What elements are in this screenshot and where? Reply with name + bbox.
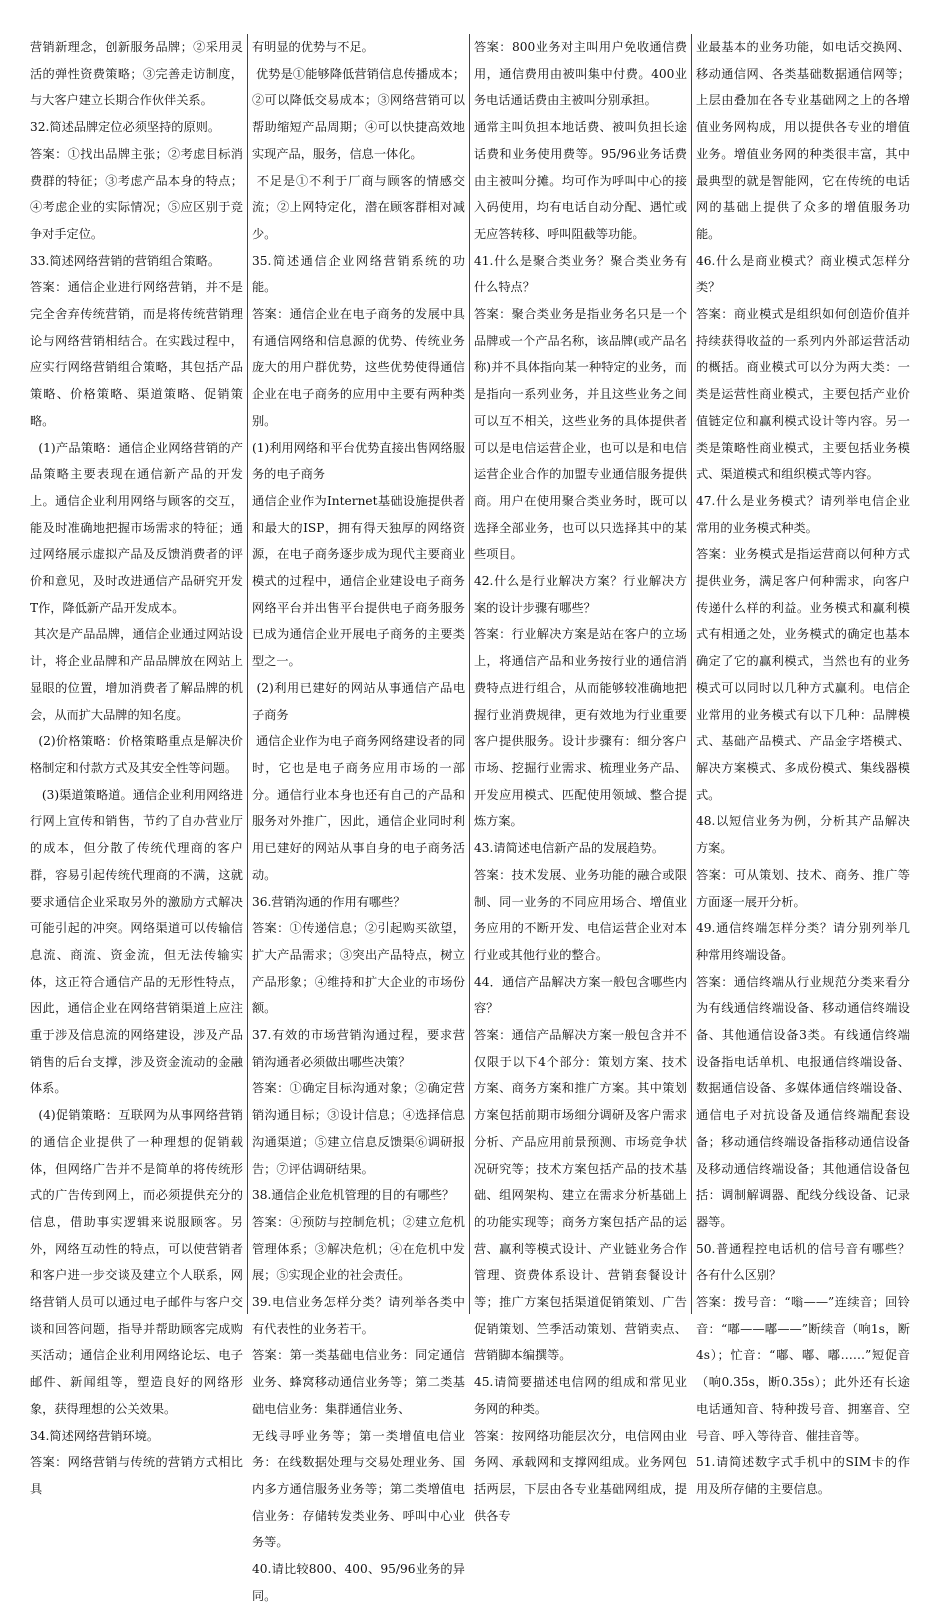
text-paragraph: 优势是①能够降低营销信息传播成本；②可以降低交易成本；③网络营销可以帮助缩短产品周期；④可以快捷高效地实现产品，服务，信息一体化。 bbox=[252, 66, 466, 161]
text-paragraph: 答案：通信产品解决方案一般包含并不仅限于以下4个部分：策划方案、技术方案、商务方案和推广方案。其中策划方案包括前期市场细分调研及客户需求分析、产品应用前景预测、市场竞争状况研究等；技术方案包括产品的技术基础、组网架构、建立在需求分析基础上的功能实现等；商务方案包括产品的运营、赢利等模式设计、产业链业务合作管理、资费体系设计、营销套餐设计等；推广方案包括渠道促销策划、广告促销策划、竺季活动策划、营销卖点、营销脚本编撰等。 bbox=[474, 1028, 687, 1363]
text-paragraph: 答案：可从策划、技术、商务、推广等方面逐一展开分析。 bbox=[696, 867, 910, 909]
text-paragraph: 41.什么是聚合类业务？聚合类业务有什么特点？ bbox=[474, 253, 687, 295]
text-paragraph: 答案：①传递信息；②引起购买欲望，扩大产品需求；③突出产品特点，树立产品形象；④维持和扩大企业的市场份额。 bbox=[252, 921, 465, 1016]
text-paragraph: (1)利用网络和平台优势直接出售网络服务的电子商务 bbox=[252, 440, 465, 482]
text-paragraph: 答案：商业模式是组织如何创造价值并持续获得收益的一系列内外部运营活动的概括。商业模式可以分为两大类：一类是运营性商业模式，主要包括产业价值链定位和赢利模式设计等内容。另一类是策略性商业模式，主要包括业务模式、渠道模式和组织模式等内容。 bbox=[696, 307, 910, 482]
text-paragraph: 答案：①确定目标沟通对象；②确定营销沟通目标；③设计信息；④选择信息沟通渠道；⑤建立信息反馈渠⑥调研报告；⑦评估调研结果。 bbox=[252, 1081, 465, 1176]
text-paragraph: 36.营销沟通的作用有哪些？ bbox=[252, 894, 406, 909]
text-paragraph: (1)产品策略：通信企业网络营销的产品策略主要表现在通信新产品的开发上。通信企业利用网络与顾客的交互，能及时准确地把握市场需求的特征；通过网络展示虚拟产品及反馈消费者的评价和意见，及时改进通信产品研究开发T作，降低新产品开发成本。 bbox=[30, 440, 243, 615]
text-paragraph: (4)促销策略：互联网为从事网络营销的通信企业提供了一种理想的促销载体，但网络广告并不是简单的将传统形式的广告传到网上，而必须提供充分的信息，借助事实逻辑来说服顾客。另外，网络互动性的特点，可以使营销者和客户进一步交谈及建立个人联系，网络营销人员可以通过电子邮件与客户交谈和回答问题，指导并帮助顾客完成购买活动；通信企业利用网络论坛、电子邮件、新闻组等，塑造良好的网络形象，获得理想的公关效果。 bbox=[30, 1108, 243, 1416]
text-paragraph: 44．通信产品解决方案一般包含哪些内容？ bbox=[474, 974, 687, 1016]
text-paragraph: 答案：800业务对主叫用户免收通信费用，通信费用由被叫集中付费。400业务电话通话费由主被叫分别承担。 bbox=[474, 40, 687, 108]
text-paragraph: 45.请简要描述电信网的组成和常见业务网的种类。 bbox=[474, 1375, 687, 1416]
text-paragraph: (2)价格策略：价格策略重点是解决价格制定和付款方式及其安全性等问题。 bbox=[30, 734, 243, 775]
text-paragraph: 39.电信业务怎样分类？请列举各类中有代表性的业务若干。 bbox=[252, 1295, 465, 1336]
text-paragraph: 其次是产品品牌，通信企业通过网站设计，将企业品牌和产品品牌放在网站上显眼的位置，增加消费者了解品牌的机会，从而扩大品牌的知名度。 bbox=[30, 627, 244, 722]
text-paragraph: 通常主叫负担本地话费、被叫负担长途话费和业务使用费等。95/96业务话费由主被叫分摊。均可作为呼叫中心的接入码使用，均有电话自动分配、遇忙或无应答转移、呼叫阻截等功能。 bbox=[474, 120, 687, 241]
text-paragraph: 无线寻呼业务等；第一类增值电信业务：在线数据处理与交易处理业务、国内多方通信服务业务等；第二类增值电信业务：存储转发类业务、呼叫中心业务等。 bbox=[252, 1428, 465, 1550]
text-paragraph: 37.有效的市场营销沟通过程，要求营销沟通者必须做出哪些决策？ bbox=[252, 1028, 465, 1069]
text-paragraph: 答案：行业解决方案是站在客户的立场上，将通信产品和业务按行业的通信消费特点进行组合，从而能够较准确地把握行业消费规律，更有效地为行业重要客户提供服务。设计步骤有：细分客户市场、挖掘行业需求、梳理业务产品、开发应用模式、匹配使用领域、整合提炼方案。 bbox=[474, 627, 687, 829]
text-paragraph: 48.以短信业务为例，分析其产品解决方案。 bbox=[696, 814, 910, 856]
text-paragraph: 答案：通信企业进行网络营销，并不是完全舍弃传统营销，而是将传统营销理论与网络营销相结合。在实践过程中，应实行网络营销组合策略，其包括产品策略、价格策略、渠道策略、促销策略。 bbox=[30, 280, 243, 428]
text-column-3 bbox=[470, 34, 692, 1523]
text-paragraph: 答案：业务模式是指运营商以何种方式提供业务，满足客户何种需求，向客户传递什么样的利益。业务模式和赢利模式有相通之处，业务模式的确定也基本确定了它的赢利模式，当然也有的业务模式可以同时以几种方式赢利。电信企业常用的业务模式有以下几种：品牌模式、基础产品模式、产品金字塔模式、解决方案模式、多成份模式、集线器模式。 bbox=[696, 547, 910, 802]
text-paragraph: 47.什么是业务模式？请列举电信企业常用的业务模式种类。 bbox=[696, 493, 910, 535]
text-paragraph: 答案：第一类基础电信业务：同定通信业务、蜂窝移动通信业务等；第二类基础电信业务：集群通信业务、 bbox=[252, 1348, 465, 1416]
text-paragraph: 35.简述通信企业网络营销系统的功能。 bbox=[252, 253, 465, 295]
text-paragraph: (2)利用已建好的网站从事通信产品电子商务 bbox=[252, 680, 466, 722]
text-column-1 bbox=[26, 34, 248, 1496]
text-paragraph: 50.普通程控电话机的信号音有哪些？各有什么区别？ bbox=[696, 1241, 910, 1283]
text-paragraph: 46.什么是商业模式？商业模式怎样分类？ bbox=[696, 253, 910, 295]
text-paragraph: 答案：按网络功能层次分，电信网由业务网、承载网和支撑网组成。业务网包括两层，下层由各专业基础网组成，提供各专 bbox=[474, 1428, 687, 1523]
text-paragraph: 答案：④预防与控制危机；②建立危机管理体系；③解决危机；④在危机中发展；⑤实现企业的社会责任。 bbox=[252, 1214, 465, 1283]
text-paragraph: 有明显的优势与不足。 bbox=[252, 40, 374, 54]
text-paragraph: 49.通信终端怎样分类？请分别列举几种常用终端设备。 bbox=[696, 921, 910, 962]
text-paragraph: 营销新理念，创新服务品牌；②采用灵活的弹性资费策略；③完善走访制度，与大客户建立长期合作伙伴关系。 bbox=[30, 40, 243, 108]
text-paragraph: 答案：通信终端从行业规范分类来看分为有线通信终端设备、移动通信终端设备、其他通信设备3类。有线通信终端设备指电话单机、电报通信终端设备、数据通信设备、多媒体通信终端设备、通信电子对抗设备及通信终端配套设备；移动通信终端设备指移动通信设备及移动通信终端设备；其他通信设备包括：调制解调器、配线分线设备、记录器等。 bbox=[696, 974, 910, 1229]
text-paragraph: 38.通信企业危机管理的目的有哪些？ bbox=[252, 1188, 455, 1203]
text-paragraph: 答案：通信企业在电子商务的发展中具有通信网络和信息源的优势、传统业务庞大的用户群优势，这些优势使得通信企业在电子商务的应用中主要有两种类别。 bbox=[252, 307, 465, 428]
text-column-4 bbox=[692, 34, 914, 1496]
text-paragraph: 答案：技术发展、业务功能的融合或限制、同一业务的不同应用场合、增值业务应用的不断开发、电信运营企业对本行业或其他行业的整合。 bbox=[474, 867, 687, 962]
text-paragraph: 32.简述品牌定位必须坚持的原则。 bbox=[30, 120, 221, 135]
text-paragraph: (3)渠道策略道。通信企业利用网络进行网上宣传和销售，节约了自办营业厅的成本，但分散了传统代理商的客户群，容易引起传统代理商的不满，这就要求通信企业采取另外的激励方式解决可能引起的冲突。网络渠道可以传输信息流、商流、资金流，但无法传输实体，这正符合通信产品的无形性特点，因此，通信企业在网络营销渠道上应注重于涉及信息流的网络建设，涉及产品销售的后台支撑，涉及资金流动的金融体系。 bbox=[30, 787, 244, 1096]
text-paragraph: 51.请简述数字式手机中的SIM卡的作用及所存储的主要信息。 bbox=[696, 1455, 910, 1496]
text-paragraph: 34.简述网络营销环境。 bbox=[30, 1428, 160, 1443]
text-paragraph: 业最基本的业务功能，如电话交换网、移动通信网、各类基础数据通信网等；上层由叠加在各专业基础网之上的各增值业务网构成，用以提供各专业的增值业务。增值业务网的种类很丰富，其中最典型的就是智能网，它在传统的电话网的基础上提供了众多的增值服务功能。 bbox=[696, 40, 910, 241]
text-paragraph: 答案：网络营销与传统的营销方式相比具 bbox=[30, 1455, 243, 1496]
text-paragraph: 33.简述网络营销的营销组合策略。 bbox=[30, 253, 221, 268]
text-paragraph: 43.请简述电信新产品的发展趋势。 bbox=[474, 841, 665, 856]
text-paragraph: 答案：聚合类业务是指业务名只是一个品牌或一个产品名称，该品牌(或产品名称)并不具体指向某一种特定的业务，而是指向一系列业务，并且这些业务之间可以互不相关，这些业务的具体提供者可以是电信运营企业，也可以是和电信运营企业合作的加盟专业通信服务提供商。用户在使用聚合类业务时，既可以选择全部业务，也可以只选择其中的某些项目。 bbox=[474, 307, 687, 562]
text-paragraph: 通信企业作为电子商务网络建设者的同时，它也是电子商务应用市场的一部分。通信行业本身也还有自己的产品和服务对外推广，因此，通信企业同时利用已建好的网站从事自身的电子商务活动。 bbox=[252, 734, 466, 882]
text-paragraph: 答案：拨号音：“嗡——”连续音；回铃音：“嘟——嘟——”断续音（响1s，断4s）；忙音：“嘟、嘟、嘟……”短促音（响0.35s，断0.35s）；此外还有长途电话通知音、特种拨号音、拥塞音、空号音、呼入等待音、催挂音等。 bbox=[696, 1295, 910, 1443]
text-paragraph: 不足是①不利于厂商与顾客的情感交流；②上网特定化，潜在顾客群相对减少。 bbox=[252, 173, 466, 241]
text-column-2 bbox=[248, 34, 470, 1603]
text-paragraph: 通信企业作为Internet基础设施提供者和最大的ISP，拥有得天独厚的网络资源，在电子商务逐步成为现代主要商业模式的过程中，通信企业建设电子商务网络平台并出售平台提供电子商务服务已成为通信企业开展电子商务的主要类型之一。 bbox=[252, 493, 465, 669]
text-paragraph: 答案：①找出品牌主张；②考虑目标消费群的特征；③考虑产品本身的特点；④考虑企业的实际情况；⑤应区别于竞争对手定位。 bbox=[30, 146, 243, 241]
text-paragraph: 42.什么是行业解决方案？行业解决方案的设计步骤有哪些？ bbox=[474, 574, 687, 615]
text-paragraph: 40.请比较800、400、95/96业务的异同。 bbox=[252, 1562, 465, 1603]
